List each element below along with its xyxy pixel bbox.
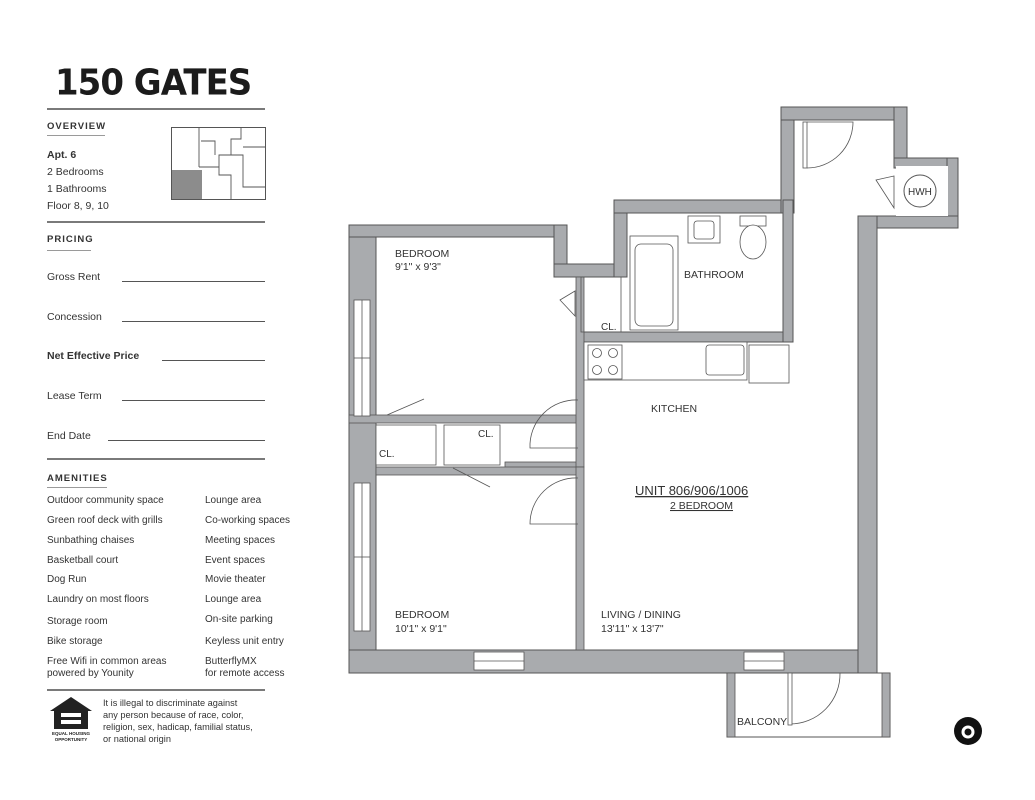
amenity-movie: Movie theater (205, 574, 266, 585)
bathroom-count: 1 Bathrooms (47, 183, 107, 195)
amenity-roof-deck: Green roof deck with grills (47, 515, 163, 526)
closet-label: CL. (478, 429, 494, 440)
unit-subtitle: 2 BEDROOM (670, 500, 734, 512)
amenity-meeting: Meeting spaces (205, 535, 276, 546)
amenity-event: Event spaces (205, 555, 266, 566)
equal-housing-caption: EQUAL HOUSING OPPORTUNITY (52, 731, 90, 742)
amenity-wifi: Free Wifi in common areas (47, 656, 167, 667)
hwh-label: HWH (908, 187, 932, 198)
entry-door-swing (807, 122, 853, 168)
amenity-basketball: Basketball court (47, 555, 119, 566)
balcony-rail (727, 673, 735, 737)
amenity-lounge: Lounge area (205, 495, 262, 506)
amenity-lounge-2: Lounge area (205, 594, 262, 605)
lease-term-label: Lease Term (47, 390, 102, 402)
bedroom-1-dims: 9'1" x 9'3" (395, 261, 441, 273)
overview-heading: OVERVIEW (47, 121, 107, 132)
amenity-butterflymx: ButterflyMX (205, 656, 257, 667)
amenity-keyless: Keyless unit entry (205, 636, 284, 647)
pricing-heading: PRICING (47, 234, 94, 245)
kitchen-label: KITCHEN (651, 403, 698, 415)
closet-label: CL. (379, 449, 395, 460)
floor-list: Floor 8, 9, 10 (47, 200, 109, 212)
bedroom-2-dims: 10'1" x 9'1" (395, 623, 447, 635)
balcony-rail (882, 673, 890, 737)
unit-title: UNIT 806/906/1006 (635, 483, 749, 498)
gross-rent-label: Gross Rent (47, 271, 101, 283)
apartment-name: Apt. 6 (47, 149, 77, 161)
hwh-door-icon (876, 176, 894, 208)
amenity-wifi-provider: powered by Younity (47, 668, 134, 679)
brand-logo: 150 GATES (55, 62, 252, 104)
legal-line: any person because of race, color, (103, 710, 244, 720)
closet-label: CL. (601, 322, 617, 333)
amenity-storage: Storage room (47, 616, 108, 627)
net-effective-price-label: Net Effective Price (47, 350, 140, 362)
legal-line: or national origin (103, 734, 171, 744)
balcony-door (788, 673, 792, 725)
amenity-butterflymx-note: for remote access (205, 668, 285, 679)
amenity-chaises: Sunbathing chaises (47, 535, 135, 546)
amenity-dog-run: Dog Run (47, 574, 87, 585)
bedroom-count: 2 Bedrooms (47, 166, 104, 178)
amenity-outdoor: Outdoor community space (47, 495, 164, 506)
legal-line: It is illegal to discriminate against (103, 698, 238, 708)
amenity-coworking: Co-working spaces (205, 515, 291, 526)
concession-label: Concession (47, 311, 102, 323)
bathroom-label: BATHROOM (684, 269, 744, 281)
brand-mark-icon (954, 717, 982, 745)
end-date-label: End Date (47, 430, 91, 442)
amenity-bike-storage: Bike storage (47, 636, 103, 647)
amenity-laundry: Laundry on most floors (47, 594, 149, 605)
amenity-parking: On-site parking (205, 614, 273, 625)
legal-line: religion, sex, hadicap, familial status, (103, 722, 253, 732)
entry-door (803, 122, 807, 168)
balcony-label: BALCONY (737, 716, 788, 728)
exterior-walls (349, 107, 958, 673)
bedroom-2-label: BEDROOM (395, 609, 450, 621)
bedroom-1-label: BEDROOM (395, 248, 450, 260)
living-dining-label: LIVING / DINING (601, 609, 681, 621)
kitchen-counter (584, 342, 789, 383)
amenities-heading: AMENITIES (47, 473, 108, 484)
interior-doors (387, 291, 578, 524)
living-dining-dims: 13'11" x 13'7" (601, 623, 664, 635)
